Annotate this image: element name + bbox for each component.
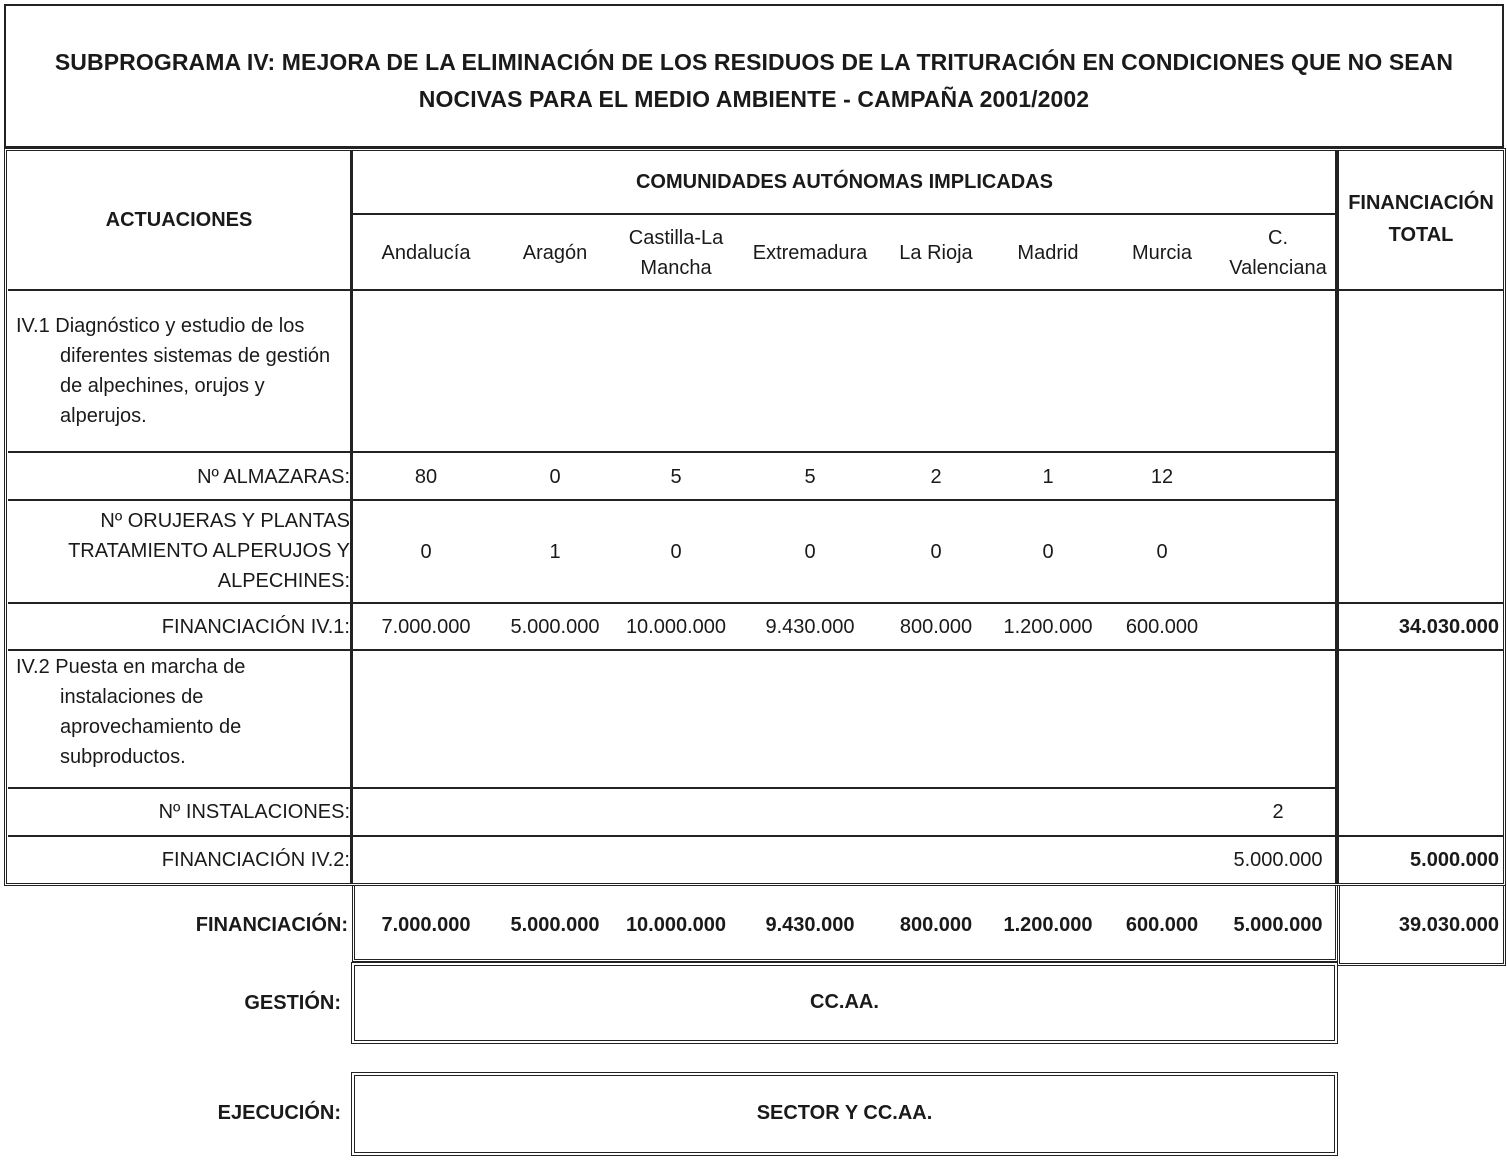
region-valenciana-line2: Valenciana bbox=[1229, 257, 1327, 279]
gestion-label: GESTIÓN: bbox=[244, 992, 341, 1014]
ejecucion-label: EJECUCIÓN: bbox=[217, 1102, 341, 1124]
fin-iv2-valenciana: 5.000.000 bbox=[1233, 849, 1323, 871]
region-extremadura: Extremadura bbox=[752, 242, 868, 264]
orujeras-andalucia: 0 bbox=[420, 541, 432, 563]
iv2-desc-line1: IV.2 Puesta en marcha de bbox=[16, 656, 246, 678]
orujeras-bottom bbox=[8, 602, 1503, 604]
fin-iv1-castilla: 10.000.000 bbox=[625, 616, 727, 638]
iv2-desc-line2: instalaciones de bbox=[60, 686, 204, 708]
almazaras-la-rioja: 2 bbox=[930, 466, 942, 488]
orujeras-murcia: 0 bbox=[1156, 541, 1168, 563]
instalaciones-label: Nº INSTALACIONES: bbox=[158, 801, 350, 823]
comunidades-header-underline bbox=[353, 213, 1336, 215]
totals-castilla: 10.000.000 bbox=[625, 914, 727, 936]
orujeras-madrid: 0 bbox=[1042, 541, 1054, 563]
iv1-desc-line1: IV.1 Diagnóstico y estudio de los bbox=[16, 315, 305, 337]
iv2-desc-line3: aprovechamiento de bbox=[60, 716, 242, 738]
ejecucion-value: SECTOR Y CC.AA. bbox=[756, 1102, 933, 1124]
title-line-1: SUBPROGRAMA IV: MEJORA DE LA ELIMINACIÓN DE LOS RESIDUOS DE LA TRITURACIÓN EN CONDICIONES QUE NO SEAN bbox=[54, 49, 1454, 75]
almazaras-aragon: 0 bbox=[549, 466, 561, 488]
iv2-desc-line4: subproductos. bbox=[60, 746, 186, 768]
totals-madrid: 1.200.000 bbox=[1003, 914, 1093, 936]
iv2-desc-bottom bbox=[8, 787, 1336, 789]
orujeras-extremadura: 0 bbox=[804, 541, 816, 563]
comunidades-header: COMUNIDADES AUTÓNOMAS IMPLICADAS bbox=[635, 171, 1054, 193]
totals-extremadura: 9.430.000 bbox=[765, 914, 855, 936]
totals-valenciana: 5.000.000 bbox=[1233, 914, 1323, 936]
iv1-desc-line2: diferentes sistemas de gestión bbox=[60, 345, 331, 367]
region-aragon: Aragón bbox=[522, 242, 588, 264]
fin-iv1-madrid: 1.200.000 bbox=[1003, 616, 1093, 638]
orujeras-aragon: 1 bbox=[549, 541, 561, 563]
almazaras-madrid: 1 bbox=[1042, 466, 1054, 488]
totals-murcia: 600.000 bbox=[1125, 914, 1199, 936]
totals-label: FINANCIACIÓN: bbox=[195, 914, 348, 936]
almazaras-murcia: 12 bbox=[1150, 466, 1174, 488]
almazaras-extremadura: 5 bbox=[804, 466, 816, 488]
fin-iv1-andalucia: 7.000.000 bbox=[381, 616, 471, 638]
instalaciones-valenciana: 2 bbox=[1272, 801, 1284, 823]
financiacion-total-header-line2: TOTAL bbox=[1388, 224, 1454, 246]
iv1-desc-bottom bbox=[8, 451, 1336, 453]
fin-iv2-label: FINANCIACIÓN IV.2: bbox=[161, 849, 350, 871]
region-castilla-line2: Mancha bbox=[640, 257, 712, 279]
iv1-desc-line3: de alpechines, orujos y bbox=[60, 375, 265, 397]
region-castilla-line1: Castilla-La bbox=[628, 227, 724, 249]
region-murcia: Murcia bbox=[1131, 242, 1192, 264]
totals-andalucia: 7.000.000 bbox=[381, 914, 471, 936]
title-box bbox=[4, 4, 1504, 148]
almazaras-label: Nº ALMAZARAS: bbox=[197, 466, 350, 488]
fin-iv1-total: 34.030.000 bbox=[1398, 616, 1499, 638]
financiacion-total-header-line1: FINANCIACIÓN bbox=[1348, 192, 1494, 214]
fin-iv1-extremadura: 9.430.000 bbox=[765, 616, 855, 638]
region-andalucia: Andalucía bbox=[381, 242, 471, 264]
orujeras-label-line3: ALPECHINES: bbox=[217, 570, 350, 592]
actuaciones-header: ACTUACIONES bbox=[105, 209, 253, 231]
header-bottom-line bbox=[8, 289, 1503, 291]
almazaras-castilla: 5 bbox=[670, 466, 682, 488]
region-la-rioja: La Rioja bbox=[899, 242, 973, 264]
gestion-value: CC.AA. bbox=[810, 991, 879, 1013]
totals-la-rioja: 800.000 bbox=[899, 914, 973, 936]
orujeras-label-line1: Nº ORUJERAS Y PLANTAS bbox=[100, 510, 350, 532]
orujeras-castilla: 0 bbox=[670, 541, 682, 563]
fin-iv1-bottom bbox=[8, 649, 1503, 651]
inst-bottom bbox=[8, 835, 1503, 837]
fin-iv1-la-rioja: 800.000 bbox=[899, 616, 973, 638]
fin-iv1-label: FINANCIACIÓN IV.1: bbox=[161, 616, 350, 638]
actuaciones-column-divider bbox=[350, 150, 353, 884]
fin-iv2-total: 5.000.000 bbox=[1410, 849, 1499, 871]
fin-iv1-aragon: 5.000.000 bbox=[510, 616, 600, 638]
totals-grand-total: 39.030.000 bbox=[1398, 914, 1499, 936]
totals-aragon: 5.000.000 bbox=[510, 914, 600, 936]
region-valenciana-line1: C. bbox=[1268, 227, 1288, 249]
orujeras-la-rioja: 0 bbox=[930, 541, 942, 563]
title-line-2: NOCIVAS PARA EL MEDIO AMBIENTE - CAMPAÑA 2001/2002 bbox=[418, 86, 1090, 112]
iv1-desc-line4: alperujos. bbox=[60, 405, 147, 427]
fin-iv1-murcia: 600.000 bbox=[1125, 616, 1199, 638]
almazaras-andalucia: 80 bbox=[414, 466, 438, 488]
orujeras-label-line2: TRATAMIENTO ALPERUJOS Y bbox=[68, 540, 350, 562]
almazaras-bottom bbox=[8, 499, 1336, 501]
region-madrid: Madrid bbox=[1017, 242, 1079, 264]
